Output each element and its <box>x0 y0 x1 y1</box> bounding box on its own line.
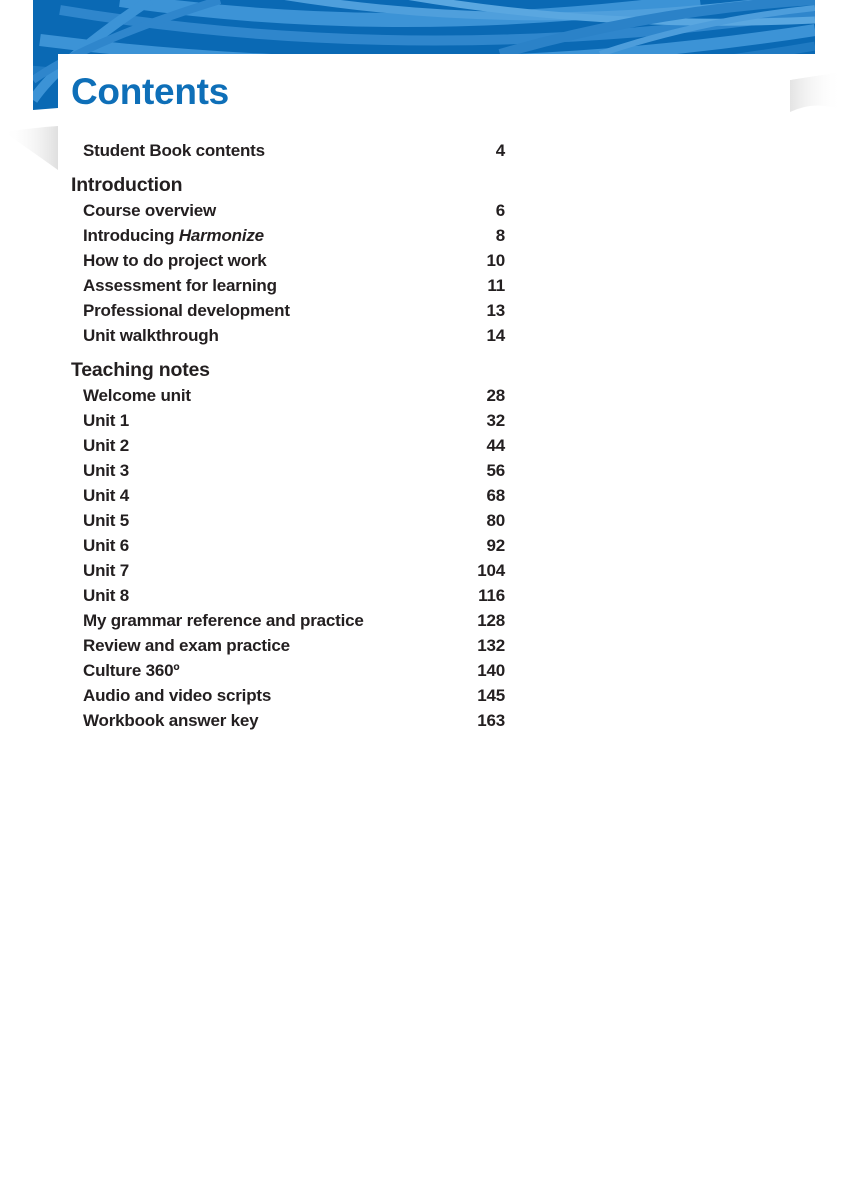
toc-entry[interactable] <box>71 683 505 708</box>
toc-entry-label: Unit 7 <box>83 561 130 580</box>
toc-entry[interactable] <box>71 198 505 223</box>
toc-entry[interactable] <box>71 223 505 248</box>
toc-entry-page: 128 <box>477 611 505 630</box>
toc-entry[interactable] <box>71 533 505 558</box>
section-heading-introduction: Introduction <box>71 174 183 196</box>
toc-entry-page: 11 <box>487 276 505 295</box>
toc-entry-page: 32 <box>486 411 505 430</box>
toc-entry[interactable] <box>71 323 505 348</box>
toc-entry-page: 10 <box>486 251 505 270</box>
toc-entry-page: 14 <box>486 326 505 345</box>
toc-entry[interactable] <box>71 658 505 683</box>
toc-entry[interactable] <box>71 708 505 733</box>
toc-entry-label-prefix: Introducing <box>83 226 179 245</box>
toc-entry-page: 140 <box>477 661 505 680</box>
toc-entry[interactable] <box>71 458 505 483</box>
toc-entry-page: 163 <box>477 711 505 730</box>
toc-entry-page: 28 <box>486 386 505 405</box>
toc-entry-label: Professional development <box>83 301 290 320</box>
toc-entry-label: Unit 2 <box>83 436 130 455</box>
toc-entry-page: 13 <box>486 301 505 320</box>
toc-entry-page: 68 <box>486 486 505 505</box>
toc-entry[interactable] <box>71 248 505 273</box>
toc-entry[interactable] <box>71 383 505 408</box>
toc-entry-label: Review and exam practice <box>83 636 290 655</box>
toc-entry-page: 132 <box>477 636 505 655</box>
toc-entry-student-book[interactable] <box>71 138 505 163</box>
toc-entry[interactable] <box>71 633 505 658</box>
toc-entry-label: Unit 3 <box>83 461 130 480</box>
toc-entry[interactable] <box>71 583 505 608</box>
toc-entry[interactable] <box>71 483 505 508</box>
toc-entry-label: Audio and video scripts <box>83 686 272 705</box>
toc-entry-label: Unit 5 <box>83 511 130 530</box>
toc-entry[interactable] <box>71 273 505 298</box>
toc-entry-page: 8 <box>495 226 505 245</box>
toc-entry-label: Culture 360º <box>83 661 180 680</box>
toc-entry[interactable] <box>71 508 505 533</box>
toc-entry-label: Student Book contents <box>83 141 265 160</box>
toc-entry-page: 145 <box>477 686 505 705</box>
toc-entry-label-title: Harmonize <box>178 226 264 245</box>
page-title: Contents <box>71 71 229 112</box>
toc-entry[interactable] <box>71 298 505 323</box>
toc-entry[interactable] <box>71 608 505 633</box>
toc-entry[interactable] <box>71 408 505 433</box>
toc-entry-label: Assessment for learning <box>83 276 277 295</box>
toc-entry-page: 104 <box>477 561 505 580</box>
toc-entry-page: 44 <box>486 436 505 455</box>
toc-entry[interactable] <box>71 433 505 458</box>
toc-entry-label: Course overview <box>83 201 217 220</box>
toc-entry-label: Unit 4 <box>83 486 130 505</box>
table-of-contents <box>71 138 505 733</box>
toc-entry-label: My grammar reference and practice <box>83 611 364 630</box>
toc-entry-page: 56 <box>486 461 505 480</box>
toc-entry-page: 80 <box>486 511 505 530</box>
toc-entry-label: Unit walkthrough <box>83 326 219 345</box>
toc-entry-label: Welcome unit <box>83 386 191 405</box>
toc-entry[interactable] <box>71 558 505 583</box>
toc-entry-page: 92 <box>486 536 505 555</box>
section-heading-teaching-notes: Teaching notes <box>71 359 210 381</box>
toc-entry-label: Unit 1 <box>83 411 130 430</box>
toc-entry-page: 4 <box>495 141 505 160</box>
toc-entry-label: Unit 6 <box>83 536 130 555</box>
toc-entry-page: 6 <box>495 201 505 220</box>
toc-entry-label: How to do project work <box>83 251 267 270</box>
toc-entry-page: 116 <box>478 586 505 605</box>
toc-entry-label: Unit 8 <box>83 586 130 605</box>
toc-entry-label <box>83 223 264 248</box>
toc-entry-label: Workbook answer key <box>83 711 259 730</box>
